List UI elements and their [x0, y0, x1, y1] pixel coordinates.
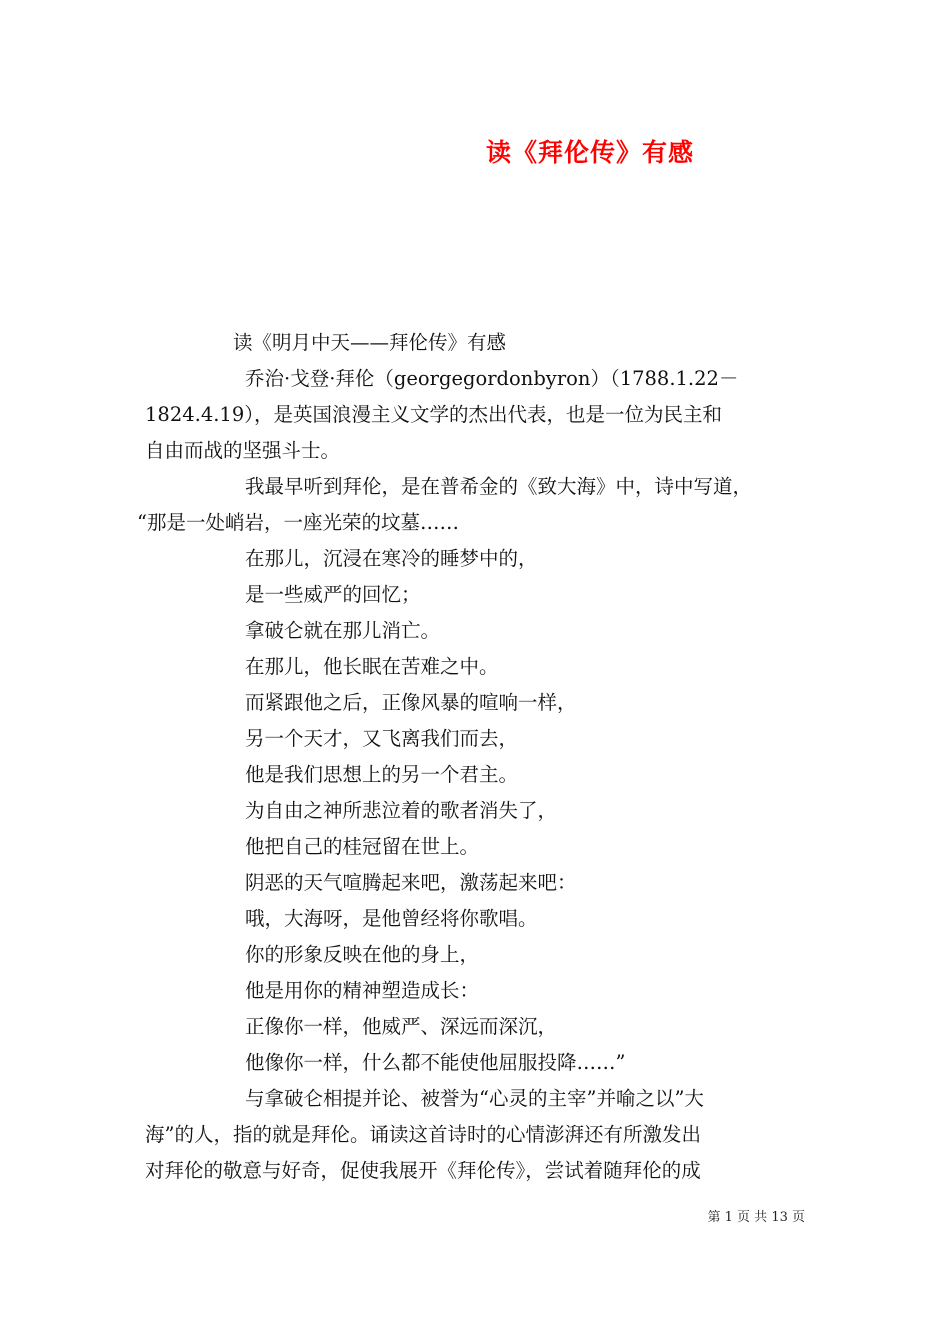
paragraph-line: 对拜伦的敬意与好奇，促使我展开《拜伦传》，尝试着随拜伦的成 — [145, 1159, 701, 1182]
poem-line: 他像你一样，什么都不能使他屈服投降……” — [245, 1051, 626, 1074]
poem-line: 而紧跟他之后，正像风暴的喧响一样， — [245, 691, 577, 714]
document-title: 读《拜伦传》有感 — [485, 138, 694, 167]
poem-line: 他是用你的精神塑造成长： — [245, 979, 480, 1002]
paragraph-line: 我最早听到拜伦，是在普希金的《致大海》中，诗中写道， — [245, 475, 753, 498]
poem-line: 在那儿，他长眠在苦难之中。 — [245, 655, 499, 678]
poem-line: 为自由之神所悲泣着的歌者消失了， — [245, 799, 558, 822]
paragraph-line: 海”的人，指的就是拜伦。诵读这首诗时的心情澎湃还有所激发出 — [145, 1123, 701, 1146]
poem-line: 正像你一样，他威严、深远而深沉， — [245, 1015, 558, 1038]
poem-line: 拿破仑就在那儿消亡。 — [245, 619, 441, 642]
poem-line: 是一些威严的回忆； — [245, 583, 421, 606]
document-body — [137, 325, 810, 1189]
paragraph-line: “那是一处峭岩，一座光荣的坟墓…… — [137, 511, 459, 534]
poem-line: 在那儿，沉浸在寒冷的睡梦中的， — [245, 547, 538, 570]
poem-line: 阴恶的天气喧腾起来吧，激荡起来吧： — [245, 871, 577, 894]
page-number-footer: 第 1 页 共 13 页 — [707, 1210, 805, 1225]
poem-line: 另一个天才，又飞离我们而去， — [245, 727, 519, 750]
paragraph-line: 自由而战的坚强斗士。 — [145, 439, 341, 462]
paragraph-line: 乔治·戈登·拜伦（georgegordonbyron）（1788.1.22－ — [245, 367, 739, 390]
poem-line: 哦，大海呀，是他曾经将你歌唱。 — [245, 907, 538, 930]
poem-line: 你的形象反映在他的身上， — [245, 943, 480, 966]
subtitle-line: 读《明月中天——拜伦传》有感 — [233, 331, 507, 354]
poem-line: 他是我们思想上的另一个君主。 — [245, 763, 519, 786]
paragraph-line: 与拿破仑相提并论、被誉为“心灵的主宰”并喻之以”大 — [245, 1087, 704, 1110]
paragraph-line: 1824.4.19），是英国浪漫主义文学的杰出代表，也是一位为民主和 — [145, 403, 722, 426]
poem-line: 他把自己的桂冠留在世上。 — [245, 835, 480, 858]
